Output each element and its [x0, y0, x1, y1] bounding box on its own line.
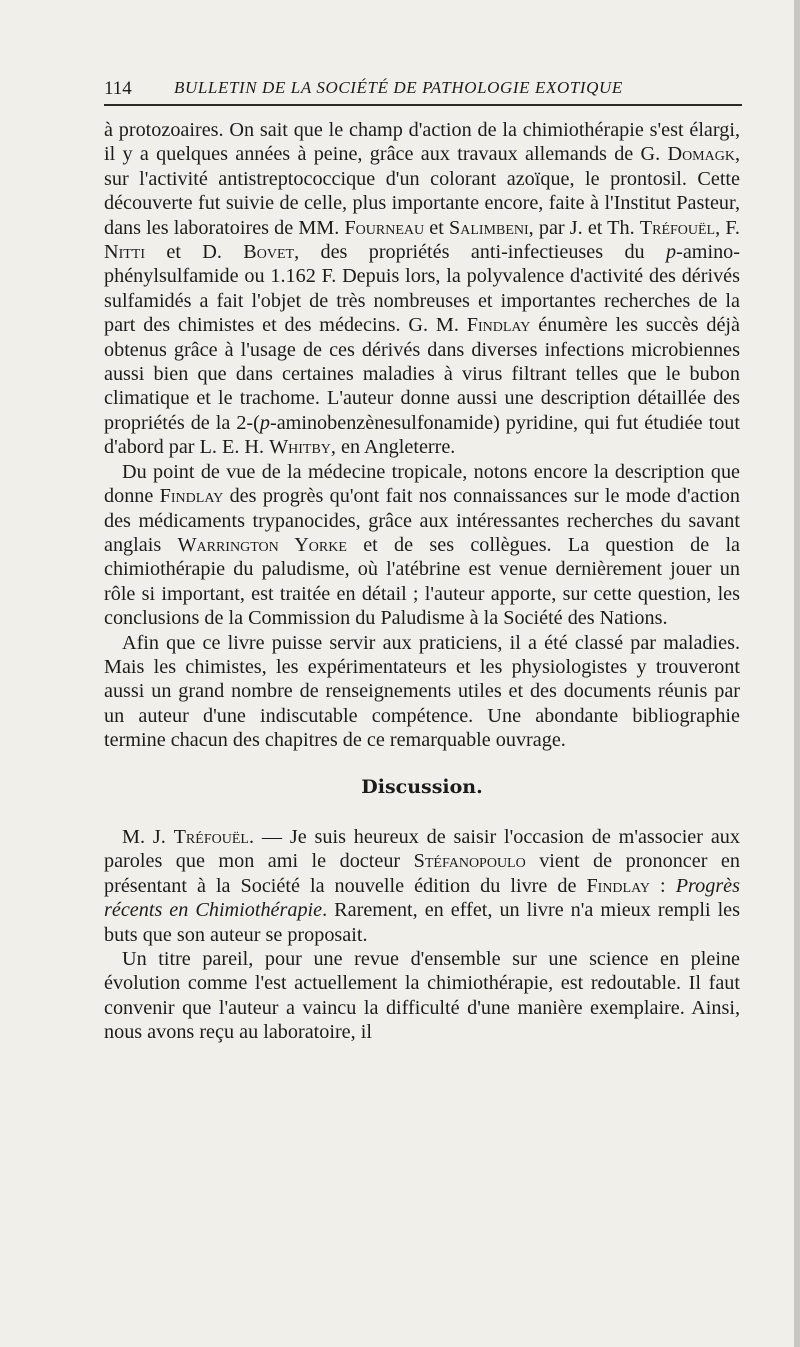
text-run: , sur l'activité antistreptococcique d'un colorant azoïque, le prontosil. Cette découverte fut suivie de celle, plus importante encore, faite à l'Institut Pasteur, dans les laboratoires de MM. [104, 143, 740, 239]
author-name: Salimbeni [448, 216, 529, 239]
text-run: -aminobenzènesulfonamide) pyridine, qui fut étudiée tout d'abord par L. E. H. [104, 411, 740, 459]
author-name: Whitby [269, 436, 331, 459]
text-run: , par J. et Th. [528, 216, 640, 239]
header-rule [104, 104, 742, 106]
text-run: des progrès qu'ont fait nos connaissances sur le mode d'action des médicaments trypanocides, grâce aux intéressantes recherches du savant anglais [104, 485, 740, 556]
text-run: -amino-phénylsulfamide ou 1.162 F. Depuis lors, la polyvalence d'activité des dérivés sulfamidés a fait l'objet de très nombreuses et importantes recherches de la part des chimistes et des médecins. G. M. [104, 241, 740, 337]
page-number: 114 [104, 78, 132, 99]
author-name: Domagk [667, 143, 735, 166]
author-name: Findlay [586, 874, 651, 897]
text-run: vient de prononcer en présentant à la Société la nouvelle édition du livre de [104, 850, 740, 897]
author-name: Fourneau [344, 216, 425, 239]
paragraph-4 [104, 825, 740, 947]
text-run: , des propriétés anti-infectieuses du [294, 241, 666, 264]
text-run: , en Angleterre. [330, 436, 456, 459]
text-run: : [650, 874, 676, 897]
page-edge-shadow [794, 0, 800, 1347]
paragraph-5: Un titre pareil, pour une revue d'ensemble sur une science en pleine évolution comme l'est actuellement la chimiothérapie, est redoutable. Il faut convenir que l'auteur a vaincu la difficulté d'une manière exemplaire. Ainsi, nous avons reçu au laboratoire, il [104, 948, 740, 1044]
paragraph-2 [104, 460, 740, 631]
text-run: et D. [145, 241, 244, 264]
text-run: , F. [715, 216, 740, 239]
article-body [104, 118, 740, 1045]
italic-term: p [259, 411, 270, 434]
author-name: Warrington Yorke [177, 533, 347, 556]
italic-term: p [666, 241, 677, 264]
author-name: Nitti [104, 241, 146, 264]
author-name: Findlay [159, 485, 224, 508]
author-name: Findlay [466, 314, 531, 337]
text-run: et [424, 216, 449, 239]
text-run: Du point de vue de la médecine tropicale, notons encore la description que donne [104, 460, 740, 508]
running-title: BULLETIN DE LA SOCIÉTÉ DE PATHOLOGIE EXOTIQUE [174, 78, 623, 97]
page-header [104, 76, 736, 104]
author-name: Tréfouël [639, 216, 716, 239]
author-name: Bovet [243, 241, 295, 264]
text-run: et de ses collègues. La question de la chimiothérapie du paludisme, où l'atébrine est venue dernièrement jouer un rôle si important, est traitée en détail ; l'auteur apporte, sur cette question, les conclusions de la Commission du Paludisme à la Société des Nations. [104, 533, 741, 630]
paragraph-3: Afin que ce livre puisse servir aux praticiens, il a été classé par maladies. Mais les chimistes, les expérimentateurs et les physiologistes y trouveront aussi un grand nombre de renseignements utiles et des documents réunis par un auteur d'une indiscutable compétence. Une abondante bibliographie termine chacun des chapitres de ce remarquable ouvrage. [104, 631, 740, 752]
text-run: . Rarement, en effet, un livre n'a mieux rempli les buts que son auteur se proposait. [104, 899, 740, 946]
section-heading-discussion: Discussion. [361, 775, 483, 798]
book-title: Progrès récents en Chimiothérapie [104, 874, 740, 922]
text-run: à protozoaires. On sait que le champ d'action de la chimiothérapie s'est élargi, il y a quelques années à peine, grâce aux travaux allemands de G. [104, 119, 740, 166]
text-run: M. J. [122, 825, 174, 848]
paragraph-1 [104, 118, 740, 460]
author-name: Stéfanopoulo [413, 850, 526, 873]
text-run: énumère les succès déjà obtenus grâce à l'usage de ces dérivés dans diverses infections microbiennes aussi bien que dans certaines maladies à virus filtrant telles que le bubon climatique et le trachome. L'auteur donne aussi une description détaillée des propriétés de la 2-( [104, 314, 740, 434]
text-run: . — Je suis heureux de saisir l'occasion de m'associer aux paroles que mon ami le docteur [104, 825, 740, 873]
author-name: Tréfouël [173, 825, 249, 848]
